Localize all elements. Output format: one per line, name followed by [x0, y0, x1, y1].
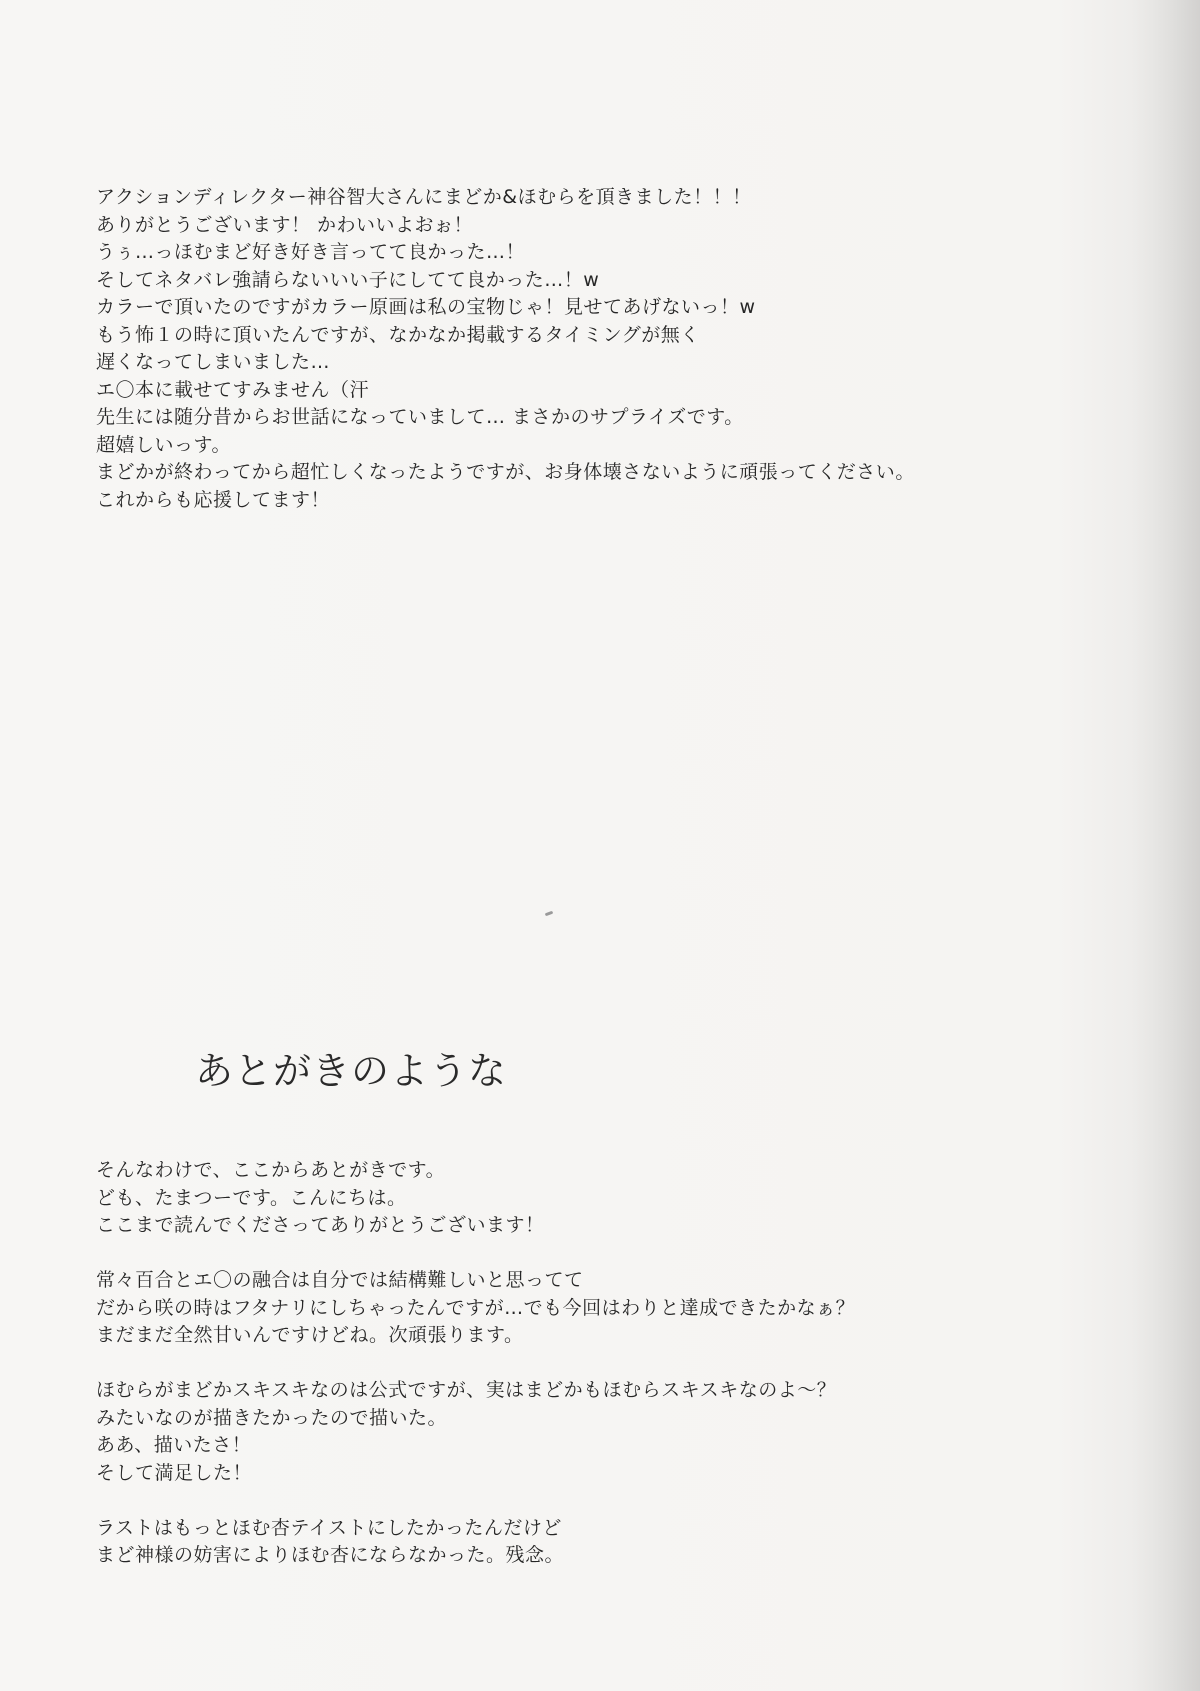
message-line: 超嬉しいっす。 [96, 433, 231, 456]
afterword-line: ここまで読んでくださってありがとうございます！ [96, 1214, 545, 1236]
message-line: もう怖１の時に頂いたんですが、なかなか掲載するタイミングが無く [96, 323, 700, 346]
afterword-line: 常々百合とエ〇の融合は自分では結構難しいと思ってて [96, 1269, 584, 1291]
afterword-line: そんなわけで、ここからあとがきです。 [96, 1159, 446, 1181]
afterword-body [96, 1157, 1136, 1570]
message-line: ありがとうございます！ かわいいよおぉ！ [96, 213, 474, 236]
message-line: 遅くなってしまいました… [96, 351, 331, 373]
message-line: まどかが終わってから超忙しくなったようですが、お身体壊さないように頑張ってください。 [96, 461, 915, 483]
afterword-title: あとがきのような [195, 1049, 508, 1093]
message-line: うぅ…っほむまど好き好き言ってて良かった…！ [96, 241, 526, 263]
message-line: 先生には随分昔からお世話になっていまして… まさかのサプライズです。 [96, 406, 744, 428]
paragraph-gap [96, 1350, 1136, 1378]
afterword-line: ラストはもっとほむ杏テイストにしたかったんだけど [96, 1516, 562, 1539]
afterword-line: だから咲の時はフタナリにしちゃったんですが…でも今回はわりと達成できたかなぁ？ [96, 1296, 856, 1319]
afterword-line: みたいなのが描きたかったので描いた。 [96, 1406, 448, 1429]
message-line: そしてネタバレ強請らないいい子にしてて良かった…！w [96, 268, 600, 291]
afterword-line: まだまだ全然甘いんですけどね。次頑張ります。 [96, 1324, 524, 1346]
afterword-line: ども、たまつーです。こんにちは。 [96, 1186, 407, 1209]
paragraph-gap [96, 1240, 1136, 1268]
message-line: アクションディレクター神谷智大さんにまどか&ほむらを頂きました！！！ [96, 186, 752, 208]
paper-speck [545, 911, 554, 917]
afterword-line: ほむらがまどかスキスキなのは公式ですが、実はまどかもほむらスキスキなのよ〜？ [96, 1379, 837, 1401]
afterword-line: ああ、描いたさ！ [96, 1434, 252, 1456]
paragraph-gap [96, 1487, 1136, 1515]
afterword-line: そして満足した！ [96, 1461, 253, 1484]
message-line: カラーで頂いたのですがカラー原画は私の宝物じゃ！見せてあげないっ！w [96, 296, 756, 318]
thanks-message [96, 184, 1136, 514]
page-fold-shadow [1130, 0, 1200, 1691]
message-line: エ〇本に載せてすみません（汗 [96, 378, 370, 401]
afterword-line: まど神様の妨害によりほむ杏にならなかった。残念。 [96, 1544, 565, 1566]
message-line: これからも応援してます！ [96, 488, 331, 511]
